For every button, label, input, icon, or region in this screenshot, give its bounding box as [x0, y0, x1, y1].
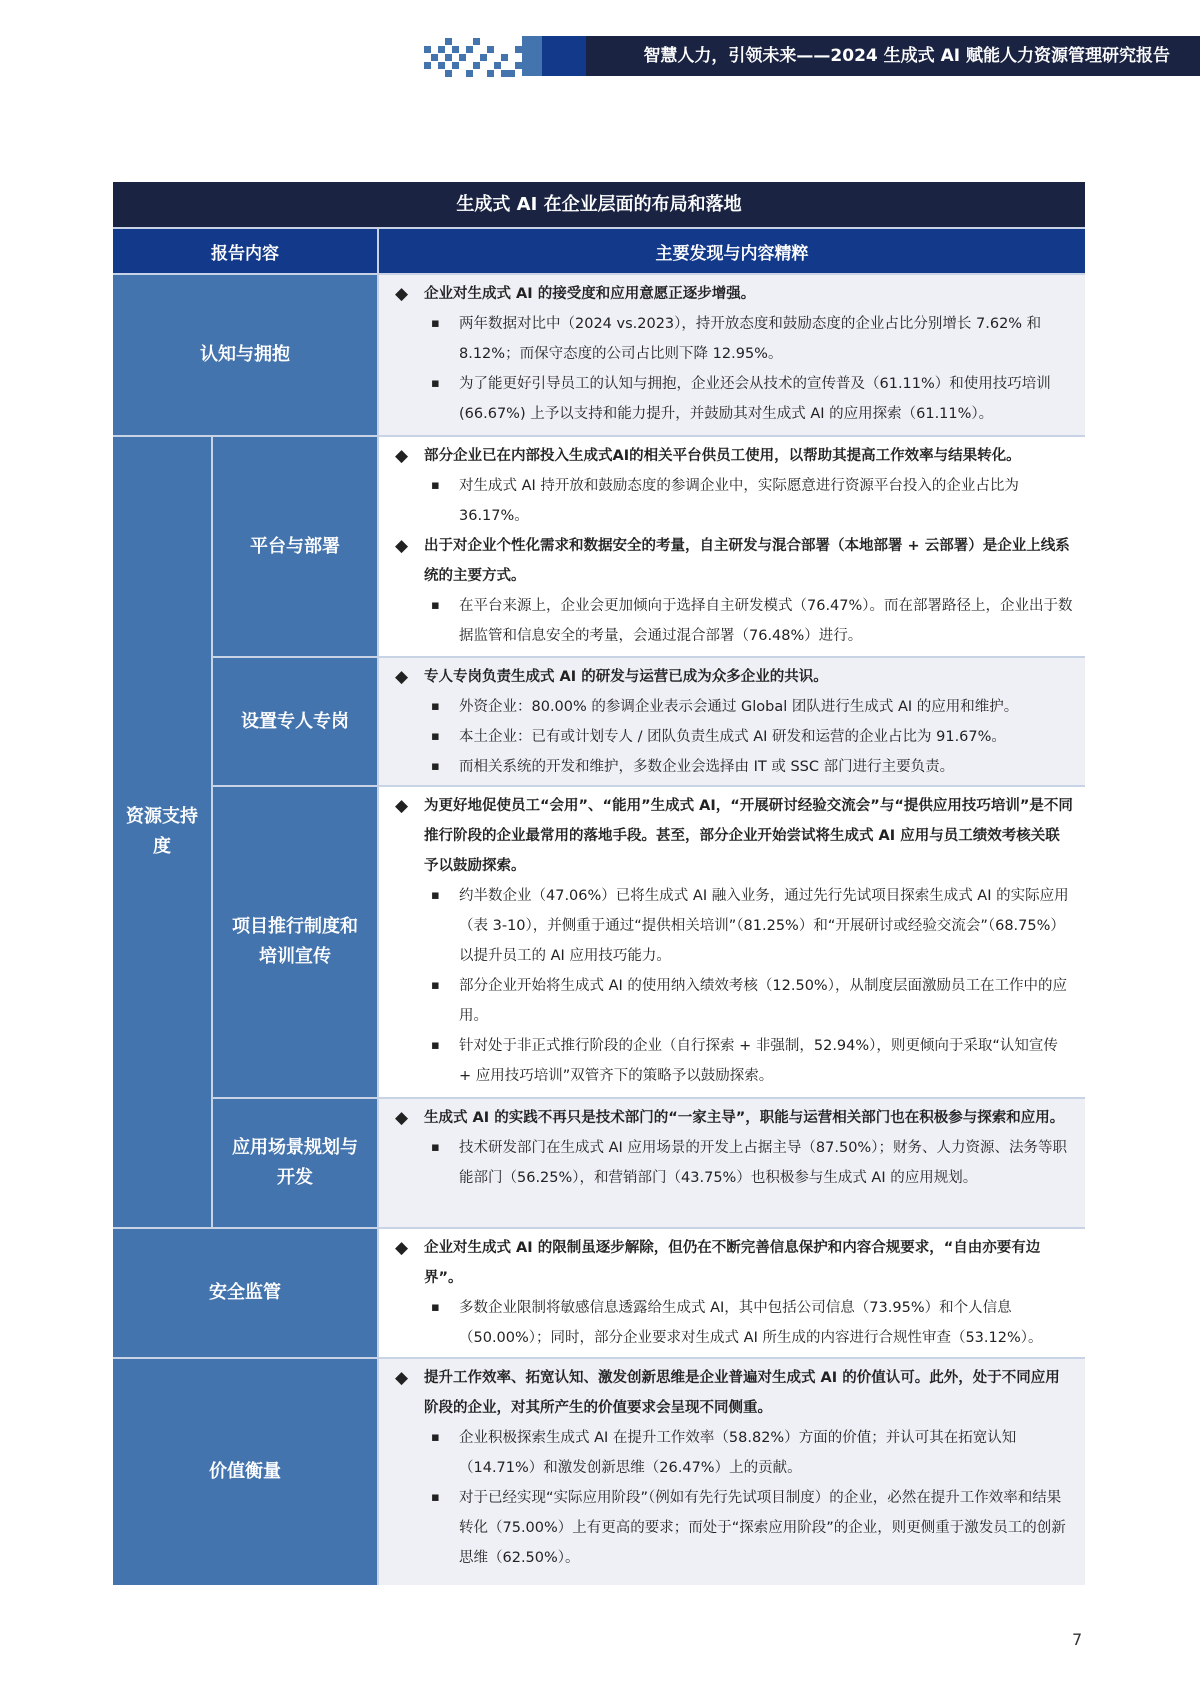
column-header-findings: 主要发现与内容精粹: [379, 229, 1085, 273]
pixel-square: [487, 46, 494, 53]
supporting-detail-text: 在平台来源上，企业会更加倾向于选择自主研发模式（76.47%）。而在部署路径上，企业出于数据监管和信息安全的考量，会通过混合部署（76.48%）进行。: [459, 598, 1073, 644]
pixel-square: [452, 46, 459, 53]
key-finding-text: 企业对生成式 AI 的接受度和应用意愿正逐步增强。: [424, 286, 756, 302]
pixel-square: [480, 54, 487, 61]
pixel-square: [459, 54, 466, 61]
supporting-detail-text: 部分企业开始将生成式 AI 的使用纳入绩效考核（12.50%），从制度层面激励员工在工作中的应用。: [459, 978, 1067, 1024]
square-bullet-icon: ▪: [431, 316, 440, 331]
square-bullet-icon: ▪: [431, 1490, 440, 1505]
supporting-detail-text: 多数企业限制将敏感信息透露给生成式 AI，其中包括公司信息（73.95%）和个人信息（50.00%）；同时，部分企业要求对生成式 AI 所生成的内容进行合规性审查（53.12%）。: [459, 1300, 1043, 1346]
key-finding-text: 为更好地促使员工“会用”、“能用”生成式 AI，“开展研讨经验交流会”与“提供应用技巧培训”是不同推行阶段的企业最常用的落地手段。甚至，部分企业开始尝试将生成式 AI 应用与员工绩效考核关联予以鼓励探索。: [424, 798, 1073, 874]
square-bullet-icon: ▪: [431, 699, 440, 714]
pixel-square: [445, 54, 452, 61]
key-finding-text: 部分企业已在内部投入生成式AI的相关平台供员工使用，以帮助其提高工作效率与结果转化。: [424, 448, 1021, 464]
pixel-square: [452, 62, 459, 69]
diamond-bullet-icon: ◆: [395, 667, 409, 687]
findings-table: [113, 182, 1085, 1585]
diamond-bullet-icon: ◆: [395, 446, 409, 466]
key-finding-text: 生成式 AI 的实践不再只是技术部门的“一家主导”，职能与运营相关部门也在积极参与探索和应用。: [424, 1110, 1065, 1126]
supporting-detail: [379, 1031, 1073, 1091]
pixel-square: [515, 46, 522, 53]
square-bullet-icon: ▪: [431, 598, 440, 613]
diamond-bullet-icon: ◆: [395, 796, 409, 816]
pixel-square: [424, 62, 431, 69]
row-content: [379, 1229, 1085, 1357]
supporting-detail: [379, 309, 1073, 369]
diamond-bullet-icon: ◆: [395, 284, 409, 304]
supporting-detail-text: 两年数据对比中（2024 vs.2023），持开放态度和鼓励态度的企业占比分别增长 7.62% 和 8.12%；而保守态度的公司占比则下降 12.95%。: [459, 316, 1042, 362]
key-finding-text: 出于对企业个性化需求和数据安全的考量，自主研发与混合部署（本地部署 + 云部署）是企业上线系统的主要方式。: [424, 538, 1070, 584]
pixel-square: [431, 54, 438, 61]
diamond-bullet-icon: ◆: [395, 536, 409, 556]
pixel-square: [424, 46, 431, 53]
key-finding: [379, 1233, 1073, 1293]
supporting-detail: [379, 591, 1073, 651]
pixel-square: [473, 62, 480, 69]
pixel-square: [445, 70, 452, 77]
row-label: 认知与拥抱: [113, 275, 377, 435]
supporting-detail-text: 针对处于非正式推行阶段的企业（自行探索 + 非强制，52.94%），则更倾向于采取“认知宣传 + 应用技巧培训”双管齐下的策略予以鼓励探索。: [459, 1038, 1058, 1084]
row-content: [379, 275, 1085, 435]
supporting-detail: [379, 692, 1073, 722]
row-label: 项目推行制度和培训宣传: [213, 787, 377, 1097]
key-finding: [379, 279, 1073, 309]
square-bullet-icon: ▪: [431, 1300, 440, 1315]
supporting-detail: [379, 471, 1073, 531]
supporting-detail: [379, 1483, 1073, 1573]
row-label: 价值衡量: [113, 1359, 377, 1585]
pixel-square: [438, 62, 445, 69]
row-content: [379, 437, 1085, 656]
row-content: [379, 658, 1085, 785]
square-bullet-icon: ▪: [431, 729, 440, 744]
pixel-square: [515, 62, 522, 69]
column-header-report-content: 报告内容: [113, 229, 377, 273]
key-finding: [379, 662, 1073, 692]
key-finding: [379, 531, 1073, 591]
diamond-bullet-icon: ◆: [395, 1108, 409, 1128]
diamond-bullet-icon: ◆: [395, 1238, 409, 1258]
supporting-detail: [379, 1293, 1073, 1353]
header-accent-block: [522, 36, 542, 76]
supporting-detail: [379, 1423, 1073, 1483]
square-bullet-icon: ▪: [431, 1140, 440, 1155]
supporting-detail-text: 为了能更好引导员工的认知与拥抱，企业还会从技术的宣传普及（61.11%）和使用技巧培训 (66.67%) 上予以支持和能力提升，并鼓励其对生成式 AI 的应用探索（61.11%）。: [459, 376, 1051, 422]
pixel-square: [473, 38, 480, 45]
square-bullet-icon: ▪: [431, 1038, 440, 1053]
pixel-square: [445, 38, 452, 45]
group-label-resource-support: 资源支持度: [113, 437, 211, 1227]
table-title: 生成式 AI 在企业层面的布局和落地: [113, 182, 1085, 227]
supporting-detail-text: 对于已经实现“实际应用阶段”（例如有先行先试项目制度）的企业，必然在提升工作效率和结果转化（75.00%）上有更高的要求；而处于“探索应用阶段”的企业，则更侧重于激发员工的创新思维（62.50%）。: [459, 1490, 1066, 1566]
supporting-detail-text: 对生成式 AI 持开放和鼓励态度的参调企业中，实际愿意进行资源平台投入的企业占比为 36.17%。: [459, 478, 1019, 524]
supporting-detail: [379, 722, 1073, 752]
key-finding-text: 专人专岗负责生成式 AI 的研发与运营已成为众多企业的共识。: [424, 669, 828, 685]
square-bullet-icon: ▪: [431, 478, 440, 493]
row-content: [379, 1099, 1085, 1227]
header-title: 智慧人力，引领未来——2024 生成式 AI 赋能人力资源管理研究报告: [586, 36, 1200, 76]
square-bullet-icon: ▪: [431, 759, 440, 774]
square-bullet-icon: ▪: [431, 376, 440, 391]
key-finding: [379, 791, 1073, 881]
supporting-detail-text: 技术研发部门在生成式 AI 应用场景的开发上占据主导（87.50%）；财务、人力资源、法务等职能部门（56.25%），和营销部门（43.75%）也积极参与生成式 AI 的应用规划。: [459, 1140, 1067, 1186]
key-finding: [379, 1363, 1073, 1423]
pixel-square: [501, 54, 508, 61]
pixel-square: [466, 46, 473, 53]
row-label: 设置专人专岗: [213, 658, 377, 785]
pixel-square: [466, 70, 473, 77]
supporting-detail: [379, 1133, 1073, 1193]
supporting-detail: [379, 369, 1073, 429]
pixel-square: [487, 70, 494, 77]
supporting-detail-text: 企业积极探索生成式 AI 在提升工作效率（58.82%）方面的价值；并认可其在拓宽认知（14.71%）和激发创新思维（26.47%）上的贡献。: [459, 1430, 1017, 1476]
row-label: 应用场景规划与开发: [213, 1099, 377, 1227]
key-finding: [379, 1103, 1073, 1133]
supporting-detail: [379, 752, 1073, 782]
supporting-detail: [379, 971, 1073, 1031]
supporting-detail-text: 外资企业：80.00% 的参调企业表示会通过 Global 团队进行生成式 AI 的应用和维护。: [459, 699, 1019, 715]
key-finding-text: 企业对生成式 AI 的限制虽逐步解除，但仍在不断完善信息保护和内容合规要求，“自由亦要有边界”。: [424, 1240, 1041, 1286]
key-finding: [379, 441, 1073, 471]
row-content: [379, 1359, 1085, 1585]
pixel-square: [494, 62, 501, 69]
diamond-bullet-icon: ◆: [395, 1368, 409, 1388]
row-label: 安全监管: [113, 1229, 377, 1357]
square-bullet-icon: ▪: [431, 888, 440, 903]
supporting-detail-text: 而相关系统的开发和维护，多数企业会选择由 IT 或 SSC 部门进行主要负责。: [459, 759, 955, 775]
square-bullet-icon: ▪: [431, 1430, 440, 1445]
square-bullet-icon: ▪: [431, 978, 440, 993]
row-content: [379, 787, 1085, 1097]
page-number: 7: [1072, 1630, 1083, 1649]
supporting-detail-text: 本土企业：已有或计划专人 / 团队负责生成式 AI 研发和运营的企业占比为 91.67%。: [459, 729, 1006, 745]
pixel-square: [501, 70, 508, 77]
pixel-square: [508, 70, 515, 77]
supporting-detail: [379, 881, 1073, 971]
pixel-square: [438, 46, 445, 53]
header-pixel-pattern: [424, 36, 522, 76]
key-finding-text: 提升工作效率、拓宽认知、激发创新思维是企业普遍对生成式 AI 的价值认可。此外，处于不同应用阶段的企业，对其所产生的价值要求会呈现不同侧重。: [424, 1370, 1060, 1416]
supporting-detail-text: 约半数企业（47.06%）已将生成式 AI 融入业务，通过先行先试项目探索生成式 AI 的实际应用（表 3-10），并侧重于通过“提供相关培训”（81.25%）和“开展研讨或经验交流会”（68.75%）以提升员工的 AI 应用技巧能力。: [459, 888, 1069, 964]
row-label: 平台与部署: [213, 437, 377, 656]
header-accent-block-dark: [542, 36, 586, 76]
